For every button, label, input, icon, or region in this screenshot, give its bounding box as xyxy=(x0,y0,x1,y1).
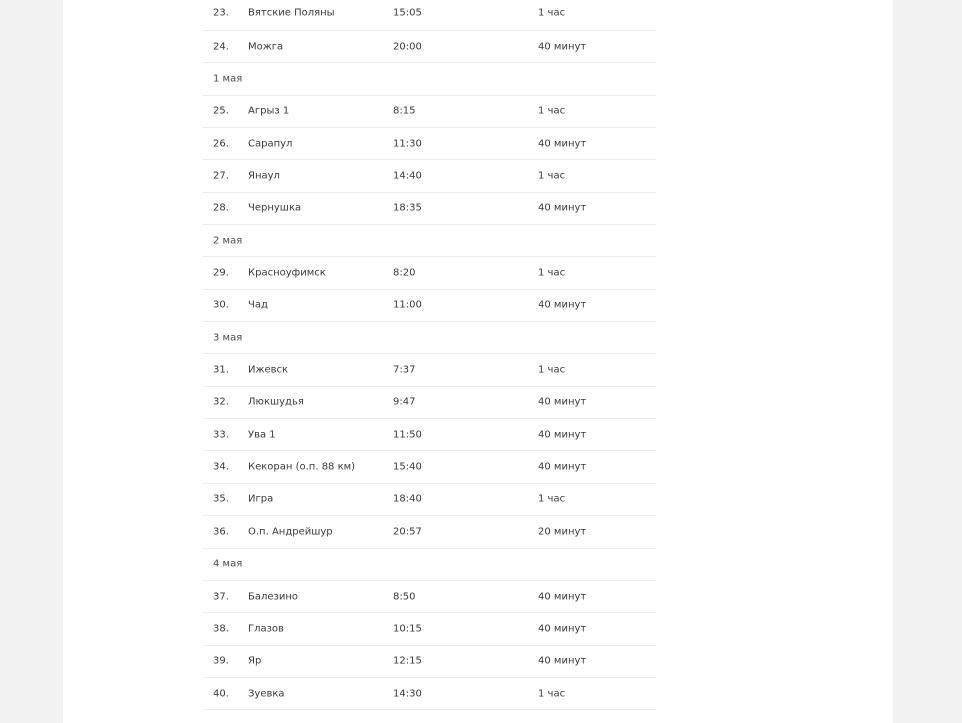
arrival-time: 8:15 xyxy=(393,105,416,117)
table-row xyxy=(203,387,656,419)
station-name: О.п. Андрейшур xyxy=(248,526,333,538)
stop-number: 32. xyxy=(213,396,229,408)
table-row xyxy=(203,613,656,645)
arrival-time: 8:50 xyxy=(393,591,416,603)
arrival-time: 7:37 xyxy=(393,364,416,376)
stop-duration: 1 час xyxy=(538,364,566,376)
stop-number: 28. xyxy=(213,202,229,214)
table-row xyxy=(203,646,656,678)
stop-number: 29. xyxy=(213,267,229,279)
table-row xyxy=(203,0,656,31)
station-name: Кекоран (о.п. 88 км) xyxy=(248,461,356,473)
stop-duration: 40 минут xyxy=(538,655,587,667)
table-row xyxy=(203,678,656,710)
station-name: Ува 1 xyxy=(248,429,276,441)
table-row xyxy=(203,31,656,63)
stop-duration: 1 час xyxy=(538,267,566,279)
date-row xyxy=(203,549,656,581)
stop-duration: 40 минут xyxy=(538,591,587,603)
stop-duration: 20 минут xyxy=(538,526,587,538)
page-content xyxy=(63,0,893,723)
table-row xyxy=(203,354,656,386)
date-label: 4 мая xyxy=(213,558,243,570)
stop-number: 26. xyxy=(213,138,229,150)
table-row xyxy=(203,128,656,160)
date-label: 2 мая xyxy=(213,235,243,247)
stop-duration: 40 минут xyxy=(538,138,587,150)
arrival-time: 15:40 xyxy=(393,461,422,473)
stop-number: 25. xyxy=(213,105,229,117)
arrival-time: 15:05 xyxy=(393,7,422,18)
stop-duration: 40 минут xyxy=(538,396,587,408)
station-name: Вятские Поляны xyxy=(248,7,335,18)
arrival-time: 14:30 xyxy=(393,688,422,700)
stop-duration: 1 час xyxy=(538,493,566,505)
arrival-time: 10:15 xyxy=(393,623,422,635)
station-name: Зуевка xyxy=(248,688,285,700)
schedule-table xyxy=(203,0,656,710)
station-name: Люкшудья xyxy=(248,396,304,408)
stop-duration: 40 минут xyxy=(538,623,587,635)
stop-number: 34. xyxy=(213,461,229,473)
station-name: Чернушка xyxy=(248,202,302,214)
station-name: Янаул xyxy=(248,170,280,182)
stop-number: 39. xyxy=(213,655,229,667)
arrival-time: 18:35 xyxy=(393,202,422,214)
station-name: Глазов xyxy=(248,623,284,635)
stop-duration: 40 минут xyxy=(538,299,587,311)
stop-duration: 1 час xyxy=(538,105,566,117)
station-name: Агрыз 1 xyxy=(248,105,290,117)
station-name: Красноуфимск xyxy=(248,267,326,279)
stop-duration: 40 минут xyxy=(538,429,587,441)
arrival-time: 11:30 xyxy=(393,138,422,150)
station-name: Яр xyxy=(248,655,262,667)
stop-duration: 1 час xyxy=(538,688,566,700)
table-row xyxy=(203,516,656,548)
stop-duration: 40 минут xyxy=(538,202,587,214)
stop-number: 30. xyxy=(213,299,229,311)
stop-number: 40. xyxy=(213,688,229,700)
stop-number: 38. xyxy=(213,623,229,635)
stop-number: 36. xyxy=(213,526,229,538)
stop-number: 23. xyxy=(213,7,229,18)
stop-duration: 1 час xyxy=(538,7,566,18)
arrival-time: 14:40 xyxy=(393,170,422,182)
station-name: Ижевск xyxy=(248,364,289,376)
stop-duration: 1 час xyxy=(538,170,566,182)
stop-duration: 40 минут xyxy=(538,461,587,473)
station-name: Чад xyxy=(248,299,268,311)
table-row xyxy=(203,451,656,483)
table-row xyxy=(203,96,656,128)
date-label: 1 мая xyxy=(213,73,243,85)
arrival-time: 11:00 xyxy=(393,299,422,311)
station-name: Балезино xyxy=(248,591,299,603)
table-row xyxy=(203,419,656,451)
date-row xyxy=(203,63,656,95)
table-row xyxy=(203,257,656,289)
station-name: Можга xyxy=(248,41,284,53)
date-label: 3 мая xyxy=(213,332,243,344)
date-row xyxy=(203,225,656,257)
arrival-time: 12:15 xyxy=(393,655,422,667)
station-name: Игра xyxy=(248,493,274,505)
arrival-time: 8:20 xyxy=(393,267,416,279)
stop-number: 31. xyxy=(213,364,229,376)
stop-duration: 40 минут xyxy=(538,41,587,53)
station-name: Сарапул xyxy=(248,138,293,150)
stop-number: 33. xyxy=(213,429,229,441)
table-row xyxy=(203,160,656,192)
table-row xyxy=(203,484,656,516)
table-row xyxy=(203,581,656,613)
date-row xyxy=(203,322,656,354)
arrival-time: 20:57 xyxy=(393,526,422,538)
arrival-time: 9:47 xyxy=(393,396,416,408)
arrival-time: 18:40 xyxy=(393,493,422,505)
table-row xyxy=(203,290,656,322)
arrival-time: 20:00 xyxy=(393,41,422,53)
arrival-time: 11:50 xyxy=(393,429,422,441)
table-row xyxy=(203,193,656,225)
stop-number: 37. xyxy=(213,591,229,603)
stop-number: 24. xyxy=(213,41,229,53)
stop-number: 35. xyxy=(213,493,229,505)
stop-number: 27. xyxy=(213,170,229,182)
